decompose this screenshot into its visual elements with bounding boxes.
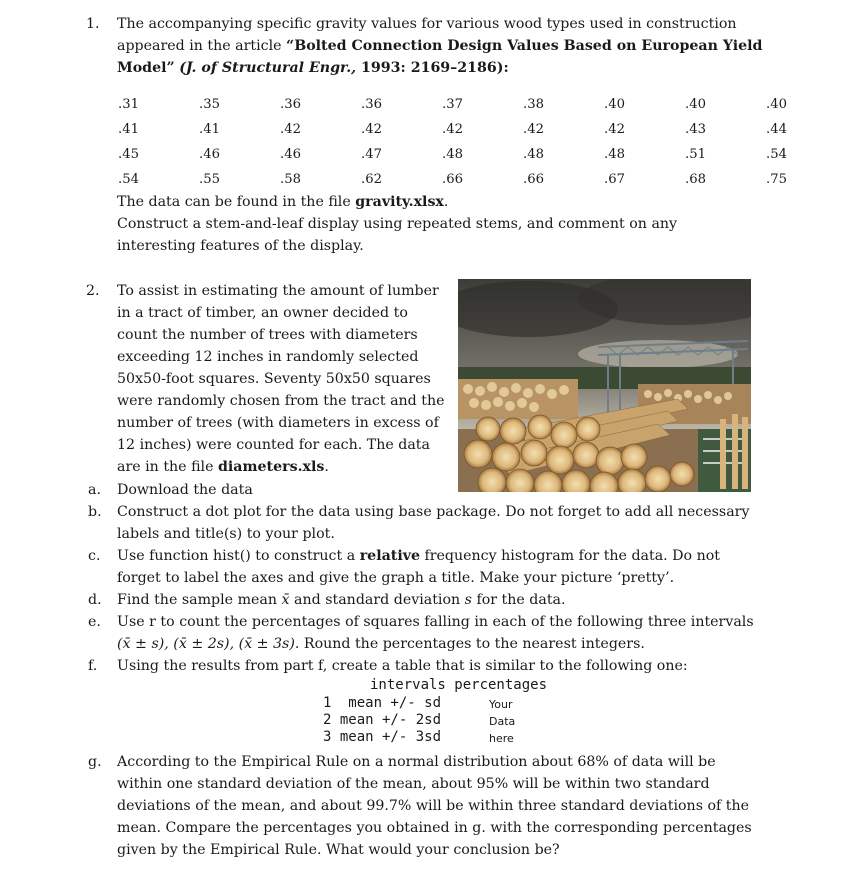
table-cell: .31 [118,97,139,112]
rtable-header: intervals percentages [370,677,548,693]
q1-file-line [117,191,448,213]
item-g-line: within one standard deviation of the mean, about 95% will be within two standard [117,776,710,792]
table-cell: .54 [766,147,787,162]
q2-line: 12 inches) were counted for each. The data [117,437,430,453]
table-cell: .66 [523,172,544,187]
table-cell: .54 [118,172,139,187]
table-cell: .62 [361,172,382,187]
lumber-yard-photo [458,279,751,492]
table-cell: .42 [604,122,625,137]
q1-line2 [117,35,762,57]
item-d-mid: and standard deviation [289,592,465,608]
item-c-text1 [117,545,720,567]
q2-line: number of trees (with diameters in excess of [117,415,439,431]
item-f-text: Using the results from part f, create a table that is similar to the following one: [117,658,688,674]
item-c-bold: relative [359,548,420,564]
q2-file-text: are in the file [117,459,218,475]
rtable-note: Data [489,715,516,728]
gravity-table [108,92,837,192]
table-cell: .42 [442,122,463,137]
xbar-symbol: x̄ [281,592,290,608]
q2-line: were randomly chosen from the tract and the [117,393,445,409]
item-a-label: a. [88,482,101,498]
table-cell: .55 [199,172,220,187]
table-cell: .42 [523,122,544,137]
item-g-line: given by the Empirical Rule. What would your conclusion be? [117,842,560,858]
table-cell: .48 [442,147,463,162]
table-cell: .46 [199,147,220,162]
item-e-label: e. [88,614,101,630]
q1-task-line1: Construct a stem-and-leaf display using repeated stems, and comment on any [117,216,678,232]
q1-line3 [117,57,509,79]
q1-file-period: . [443,194,449,210]
item-e-text2 [117,633,645,655]
item-f-label: f. [88,658,98,674]
table-cell: .38 [523,97,544,112]
table-cell: .51 [685,147,706,162]
item-d-pre: Find the sample mean [117,592,282,608]
q2-file-line [117,456,329,478]
journal-citation: 1993: 2169–2186): [356,60,509,76]
file-name: diameters.xls [217,459,325,475]
item-b-text1: Construct a dot plot for the data using base package. Do not forget to add all necessary [117,504,750,520]
file-name: gravity.xlsx [355,194,444,210]
rtable-note: Your [489,698,513,711]
q1-file-text: The data can be found in the file [117,194,356,210]
intervals-formula: (x̄ ± s), (x̄ ± 2s), (x̄ ± 3s) [117,636,295,652]
item-b-label: b. [88,504,102,520]
table-cell: .68 [685,172,706,187]
table-row [108,142,837,167]
table-cell: .41 [118,122,139,137]
table-cell: .40 [766,97,787,112]
item-g-line: According to the Empirical Rule on a normal distribution about 68% of data will be [117,754,716,770]
table-cell: .40 [685,97,706,112]
item-g-line: mean. Compare the percentages you obtained in g. with the corresponding percentages [117,820,752,836]
item-g-line: deviations of the mean, and about 99.7% will be within three standard deviations of the [117,798,750,814]
table-cell: .67 [604,172,625,187]
table-cell: .41 [199,122,220,137]
table-cell: .48 [523,147,544,162]
table-cell: .45 [118,147,139,162]
table-cell: .42 [361,122,382,137]
table-cell: .75 [766,172,787,187]
q1-task-line2: interesting features of the display. [117,238,364,254]
item-e-post: . Round the percentages to the nearest integers. [294,636,645,652]
q2-line: in a tract of timber, an owner decided to [117,305,408,321]
table-row [108,117,837,142]
table-cell: .36 [280,97,301,112]
item-c-pre: Use function hist() to construct a [117,548,360,564]
item-a-text: Download the data [117,482,253,498]
rtable-row: 3 mean +/- 3sd [323,729,442,745]
table-cell: .46 [280,147,301,162]
item-c-label: c. [88,548,101,564]
table-cell: .36 [361,97,382,112]
table-cell: .47 [361,147,382,162]
q2-line: 50x50-foot squares. Seventy 50x50 squares [117,371,431,387]
table-cell: .48 [604,147,625,162]
q1-line2-text: appeared in the article [117,38,287,54]
q2-number: 2. [86,283,100,299]
table-row [108,167,837,192]
item-g-label: g. [88,754,102,770]
q2-line: To assist in estimating the amount of lumber [117,283,439,299]
table-cell: .66 [442,172,463,187]
table-cell: .42 [280,122,301,137]
q2-line: exceeding 12 inches in randomly selected [117,349,419,365]
table-cell: .40 [604,97,625,112]
q1-number: 1. [86,16,100,32]
item-d-text [117,589,566,611]
q2-line: count the number of trees with diameters [117,327,418,343]
q2-file-period: . [324,459,329,475]
table-cell: .58 [280,172,301,187]
table-row [108,92,837,117]
item-e-text1: Use r to count the percentages of squares falling in each of the following three intervals [117,614,754,630]
item-c-text2: forget to label the axes and give the graph a title. Make your picture ‘pretty’. [117,570,675,586]
rtable-row: 1 mean +/- sd [323,695,442,711]
item-d-label: d. [88,592,102,608]
table-cell: .35 [199,97,220,112]
item-b-text2: labels and title(s) to your plot. [117,526,335,542]
article-title: “Bolted Connection Design Values Based on European Yield [286,38,763,54]
rtable-note: here [489,732,514,745]
s-symbol: s [464,592,472,608]
table-cell: .37 [442,97,463,112]
rtable-row: 2 mean +/- 2sd [323,712,442,728]
article-title-end: Model” [117,60,175,76]
table-cell: .44 [766,122,787,137]
item-c-post: frequency histogram for the data. Do not [419,548,720,564]
item-d-post: for the data. [471,592,566,608]
table-cell: .43 [685,122,706,137]
journal-name: (J. of Structural Engr., [179,60,357,76]
q1-line1: The accompanying specific gravity values for various wood types used in construction [117,16,737,32]
